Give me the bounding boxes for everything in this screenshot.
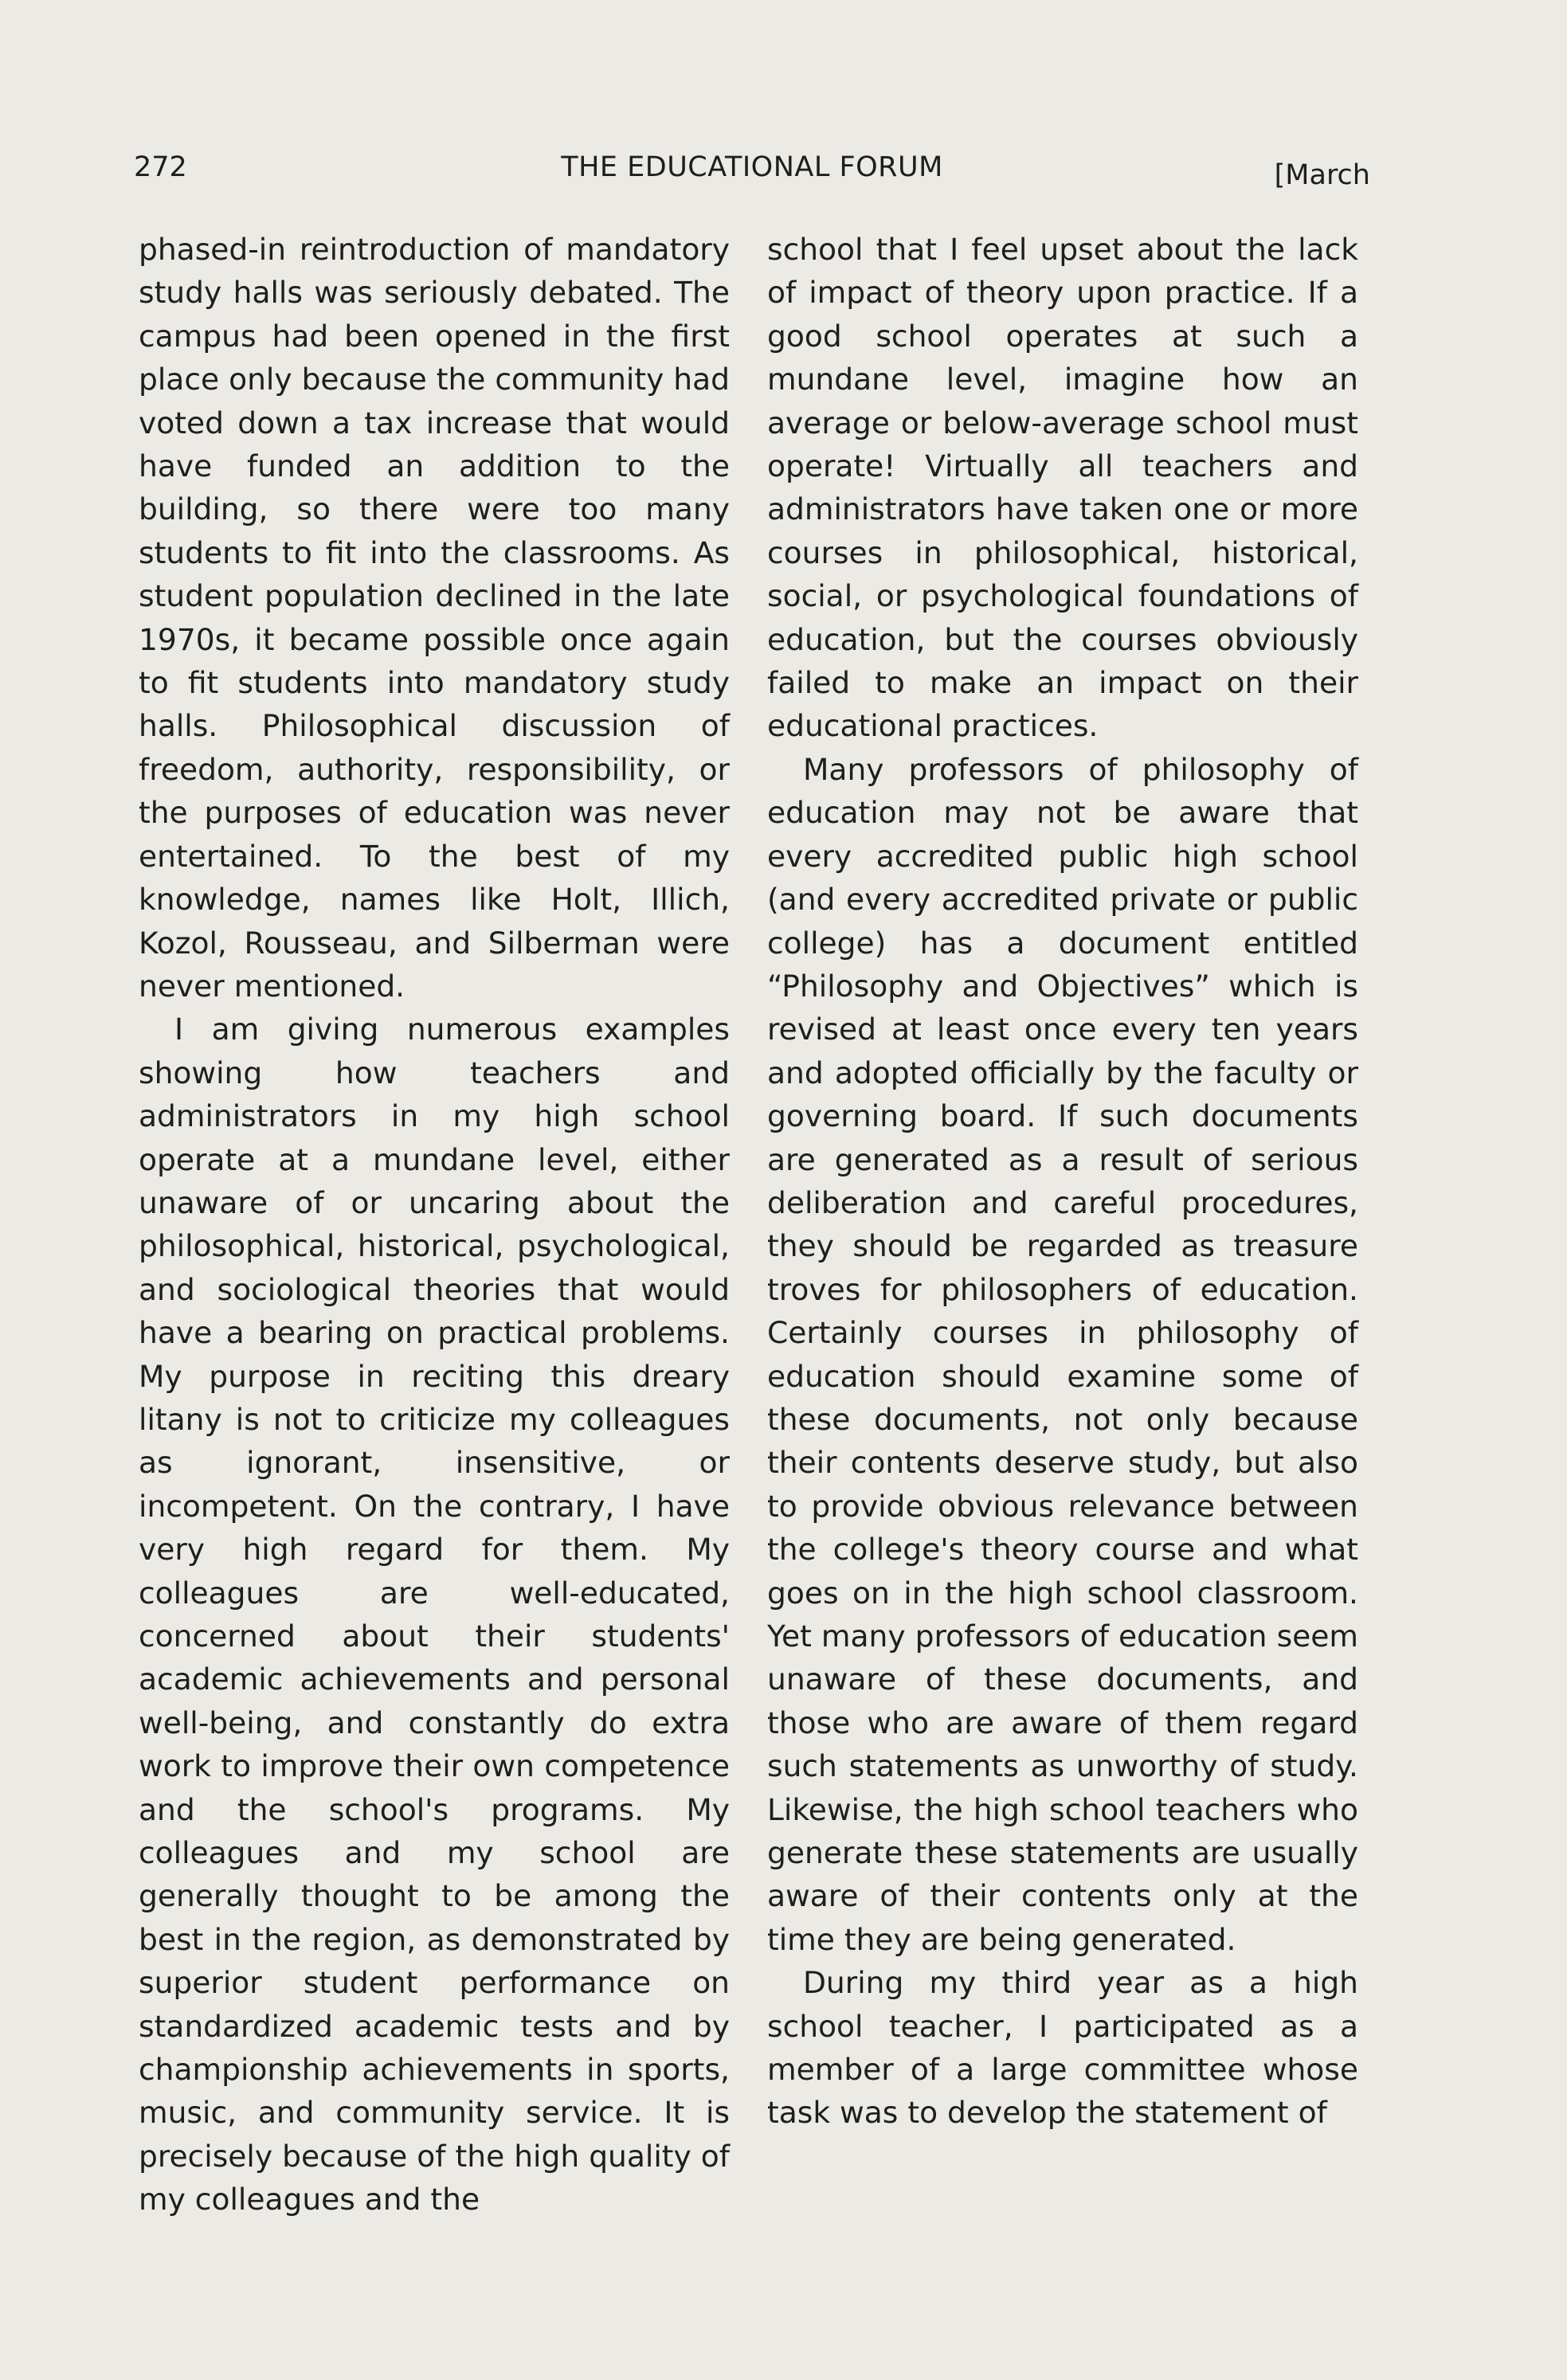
- journal-title: THE EDUCATIONAL FORUM: [561, 151, 943, 183]
- page-header: [134, 151, 1370, 199]
- page-number: 272: [134, 151, 187, 183]
- paragraph: Many professors of philosophy of education may not be aware that every accredited public high school (and every accredited private or public college) has a document entitled “Philosophy and Objectives” which is revised at least once every ten years and adopted officially by the faculty or governing board. If such documents are generated as a result of serious deliberation and careful procedures, they should be regarded as treasure troves for philosophers of education. Certainly courses in philosophy of education should examine some of these documents, not only because their contents deserve study, but also to provide obvious relevance between the college's theory course and what goes on in the high school classroom. Yet many professors of education seem unaware of these documents, and those who are aware of them regard such statements as unworthy of study. Likewise, the high school teachers who generate these statements are usually aware of their contents only at the time they are being generated.: [767, 751, 1358, 1957]
- paragraph: phased-in reintroduction of mandatory study halls was seriously debated. The campus had been opened in the first place only because the community had voted down a tax increase that would have funded an addition to the building, so there were too many students to fit into the classrooms. As student population declined in the late 1970s, it became possible once again to fit students into mandatory study halls. Philosophical discussion of freedom, authority, responsibility, or the purposes of education was never entertained. To the best of my knowledge, names like Holt, Illich, Kozol, Rousseau, and Silberman were never mentioned.: [139, 232, 730, 1004]
- paragraph: I am giving numerous examples showing how teachers and administrators in my high school operate at a mundane level, either unaware of or uncaring about the philosophical, historical, psychological, and sociological theories that would have a bearing on practical problems. My purpose in reciting this dreary litany is not to criticize my colleagues as ignorant, insensitive, or incompetent. On the contrary, I have very high regard for them. My colleagues are well-educated, concerned about their students' academic achievements and personal well-being, and constantly do extra work to improve their own competence and the school's programs. My colleagues and my school are generally thought to be among the best in the region, as demonstrated by superior student performance on standardized academic tests and by championship achievements in sports, music, and community service. It is precisely because of the high quality of my colleagues and the: [139, 1012, 730, 2218]
- paragraph: school that I feel upset about the lack of impact of theory upon practice. If a good school operates at such a mundane level, imagine how an average or below-average school must operate! Virtually all teachers and administrators have taken one or more courses in philosophical, historical, social, or psychological foundations of education, but the courses obviously failed to make an impact on their educational practices.: [767, 232, 1358, 744]
- issue-month: [March: [1274, 159, 1370, 191]
- left-column: [139, 228, 730, 2221]
- paragraph: During my third year as a high school teacher, I participated as a member of a large committee whose task was to develop the statement of: [767, 1965, 1358, 2131]
- right-column: [767, 228, 1358, 2135]
